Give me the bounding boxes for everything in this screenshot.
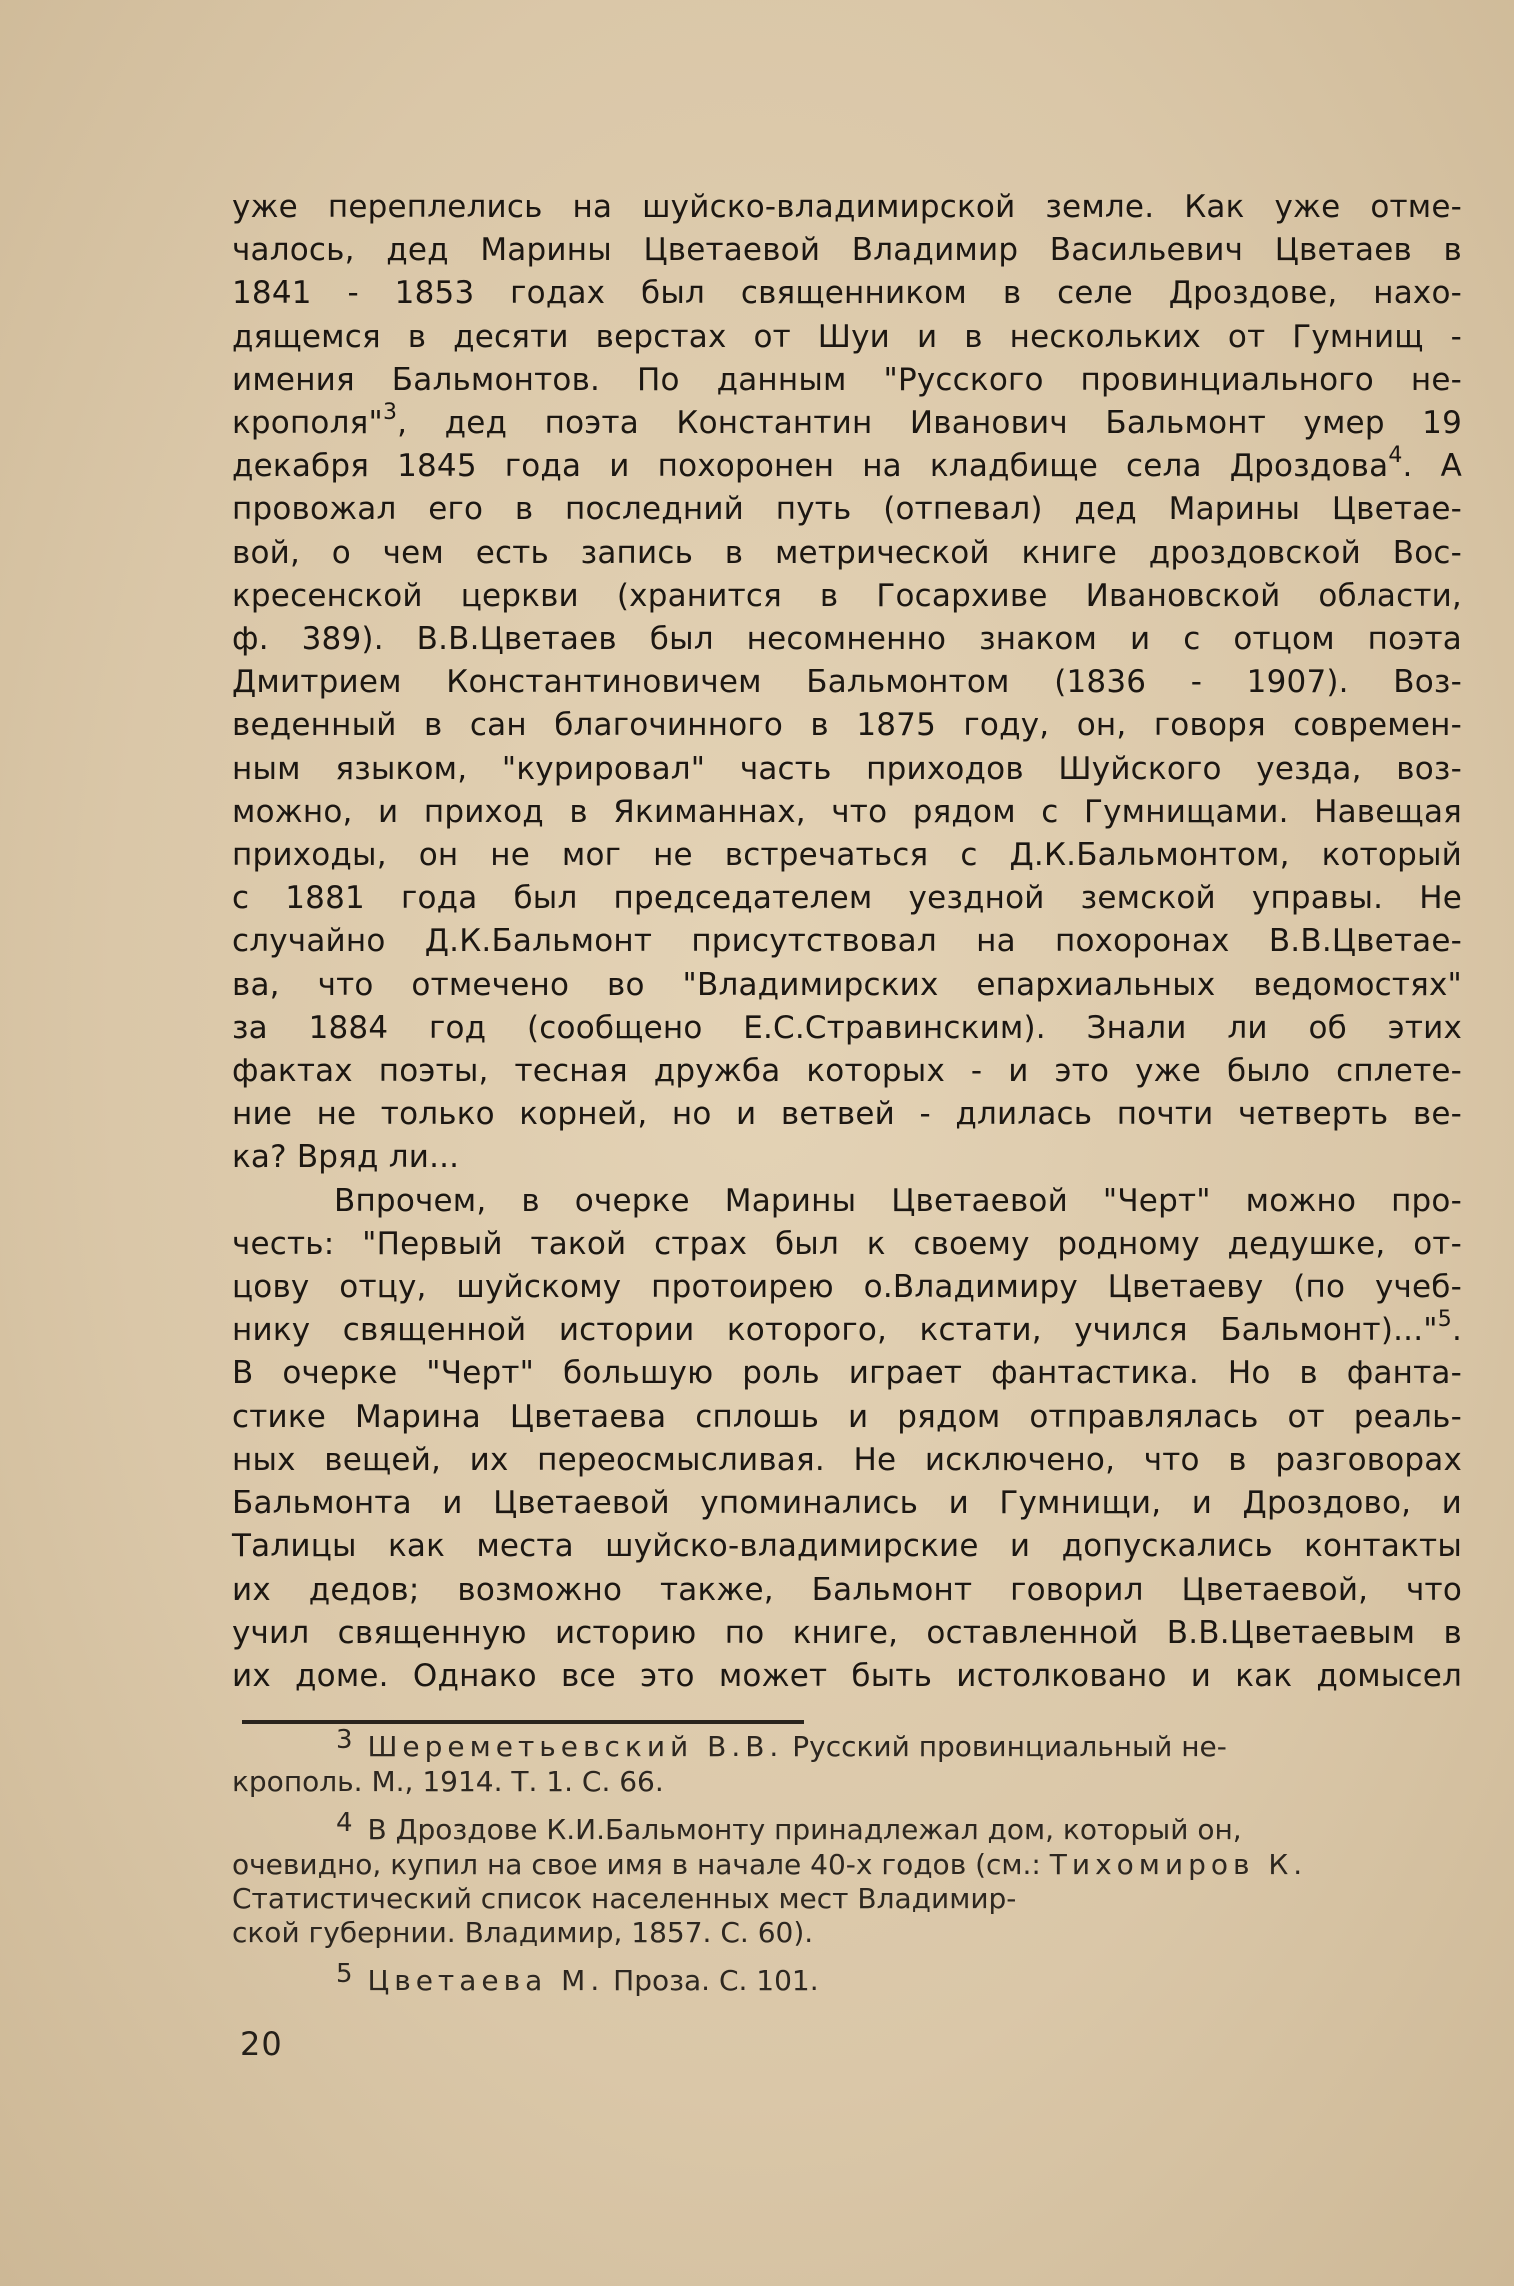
footnote-line	[232, 1848, 1452, 1882]
footnote-mark: 4	[336, 1808, 353, 1838]
text-line: ных вещей, их переосмысливая. Не исключено, что в разговорах	[232, 1441, 1462, 1478]
text-line: провожал его в последний путь (отпевал) дед Марины Цветае-	[232, 491, 1462, 528]
text-fragment: .	[1451, 1312, 1462, 1349]
footnote-ref-4[interactable]: 4	[1388, 442, 1403, 468]
footnote-line: Статистический список населенных мест Владимир-	[232, 1882, 1017, 1915]
text-line	[232, 442, 1463, 488]
footnote-5	[232, 1959, 1452, 1999]
text-line	[232, 1306, 1462, 1352]
footnote-ref-5[interactable]: 5	[1437, 1306, 1452, 1332]
text-line	[232, 399, 1462, 445]
footnote-author: Тихомиров К.	[1049, 1848, 1308, 1881]
text-line: дящемся в десяти верстах от Шуи и в нескольких от Гумнищ -	[232, 318, 1462, 355]
text-line: цову отцу, шуйскому протоирею о.Владимиру Цветаеву (по учеб-	[232, 1269, 1462, 1306]
text-line: чалось, дед Марины Цветаевой Владимир Васильевич Цветаев в	[232, 232, 1462, 269]
text-line: их доме. Однако все это может быть истолковано и как домысел	[232, 1657, 1462, 1694]
text-line: можно, и приход в Якиманнах, что рядом с Гумнищами. Навещая	[232, 793, 1462, 830]
footnote-text: Русский провинциальный не-	[792, 1730, 1227, 1763]
footnote-text: очевидно, купил на свое имя в начале 40-х годов (см.:	[232, 1848, 1041, 1881]
text-fragment: крополя"	[232, 405, 383, 442]
text-fragment: нику священной истории которого, кстати, учился Бальмонт)..."	[232, 1312, 1438, 1349]
footnote-3	[232, 1725, 1452, 1799]
text-line: В очерке "Черт" большую роль играет фантастика. Но в фанта-	[232, 1355, 1462, 1392]
footnote-author: Шереметьевский В.В.	[367, 1730, 784, 1763]
footnote-line: ской губернии. Владимир, 1857. С. 60).	[232, 1916, 814, 1949]
text-line: ф. 389). В.В.Цветаев был несомненно знаком и с отцом поэта	[232, 621, 1462, 658]
text-line: кресенской церкви (хранится в Госархиве Ивановской области,	[232, 577, 1462, 614]
footnote-line	[232, 1959, 1452, 1999]
footnote-ref-3[interactable]: 3	[382, 399, 398, 425]
text-line: веденный в сан благочинного в 1875 году, он, говоря современ-	[232, 707, 1462, 744]
text-line: вой, о чем есть запись в метрической книге дроздовской Вос-	[232, 534, 1462, 571]
text-line: честь: "Первый такой страх был к своему родному дедушке, от-	[232, 1225, 1462, 1262]
text-line: Талицы как места шуйско-владимирские и допускались контакты	[232, 1528, 1462, 1565]
text-line: 1841 - 1853 годах был священником в селе Дроздове, нахо-	[232, 275, 1462, 312]
text-line: ка? Вряд ли...	[232, 1139, 460, 1176]
footnote-text: Проза. С. 101.	[613, 1964, 819, 1997]
text-line: Дмитрием Константиновичем Бальмонтом (1836 - 1907). Воз-	[232, 664, 1462, 701]
text-line: их дедов; возможно также, Бальмонт говорил Цветаевой, что	[232, 1571, 1462, 1608]
text-fragment: , дед поэта Константин Иванович Бальмонт умер 19	[397, 405, 1462, 442]
footnotes	[232, 1725, 1452, 2013]
footnote-divider	[242, 1720, 804, 1724]
footnote-text: В Дроздове К.И.Бальмонту принадлежал дом, который он,	[367, 1813, 1242, 1846]
text-fragment: декабря 1845 года и похоронен на кладбище села Дроздова	[232, 448, 1389, 485]
footnote-line: крополь. М., 1914. Т. 1. С. 66.	[232, 1765, 664, 1798]
footnote-author: Цветаева М.	[367, 1964, 605, 1997]
text-line: Бальмонта и Цветаевой упоминались и Гумнищи, и Дроздово, и	[232, 1485, 1462, 1522]
footnote-line	[232, 1808, 1452, 1848]
text-line: учил священную историю по книге, оставленной В.В.Цветаевым в	[232, 1614, 1462, 1651]
footnote-4	[232, 1808, 1452, 1950]
main-text	[232, 186, 1462, 1698]
text-line: за 1884 год (сообщено Е.С.Стравинским). Знали ли об этих	[232, 1009, 1462, 1046]
text-fragment: . А	[1402, 448, 1463, 485]
text-line: с 1881 года был председателем уездной земской управы. Не	[232, 880, 1462, 917]
text-line: ным языком, "курировал" часть приходов Шуйского уезда, воз-	[232, 750, 1462, 787]
footnote-mark: 5	[336, 1959, 353, 1989]
footnote-mark: 3	[336, 1725, 353, 1755]
text-line: случайно Д.К.Бальмонт присутствовал на похоронах В.В.Цветае-	[232, 923, 1462, 960]
text-line: фактах поэты, тесная дружба которых - и это уже было сплете-	[232, 1053, 1462, 1090]
text-line: уже переплелись на шуйско-владимирской земле. Как уже отме-	[232, 189, 1462, 225]
text-line: стике Марина Цветаева сплошь и рядом отправлялась от реаль-	[232, 1398, 1462, 1435]
footnote-line	[232, 1725, 1452, 1765]
text-line: ние не только корней, но и ветвей - длилась почти четверть ве-	[232, 1096, 1462, 1133]
text-line: приходы, он не мог не встречаться с Д.К.Бальмонтом, который	[232, 837, 1462, 874]
page-number: 20	[240, 2025, 283, 2063]
text-line: ва, что отмечено во "Владимирских епархиальных ведомостях"	[232, 966, 1462, 1003]
text-line: Впрочем, в очерке Марины Цветаевой "Черт" можно про-	[334, 1182, 1462, 1219]
text-line: имения Бальмонтов. По данным "Русского провинциального не-	[232, 361, 1462, 398]
